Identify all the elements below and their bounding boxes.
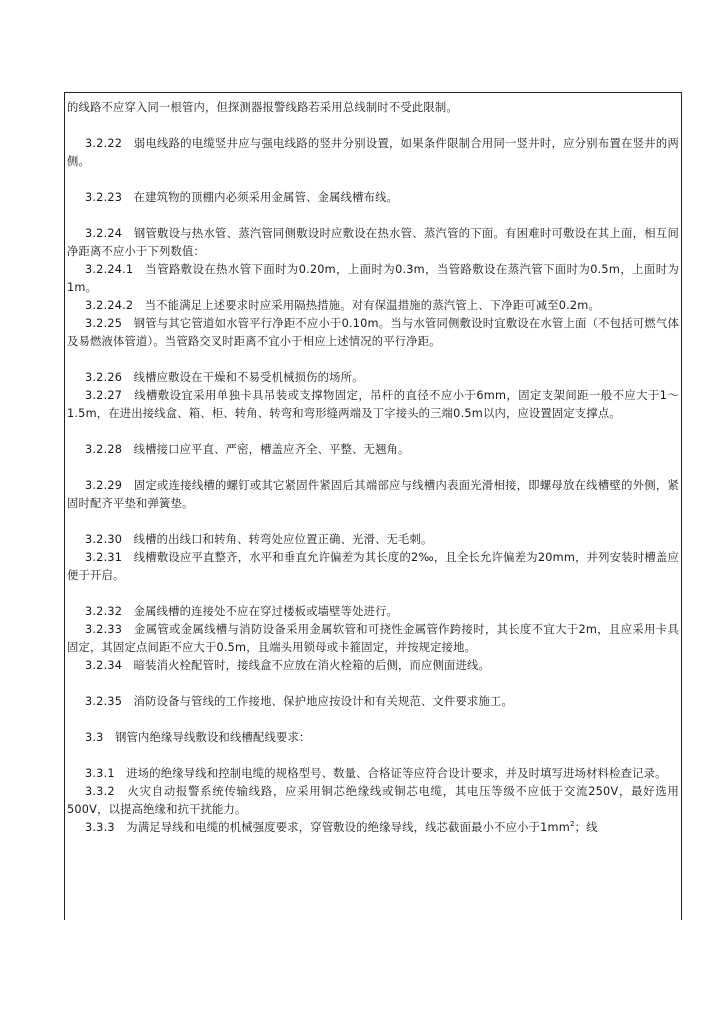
clause-3-2-22: 3.2.22 弱电线路的电缆竖井应与强电线路的竖井分别设置，如果条件限制合用同一竖井时，应分别布置在竖井的两侧。 xyxy=(67,137,679,168)
clause-3-2-25: 3.2.25 钢管与其它管道如水管平行净距不应小于0.10m。当与水管同侧敷设时宜敷设在水管上面（不包括可燃气体及易燃液体管道）。当管路交叉时距离不宜小于相应上述情况的平行净距。 xyxy=(67,317,679,348)
clause-3-3-3-tail: ；线 xyxy=(574,821,598,834)
clause-3-2-31: 3.2.31 线槽敷设应平直整齐，水平和垂直允许偏差为其长度的2‰，且全长允许偏差为20mm，并列安装时槽盖应便于开启。 xyxy=(67,551,679,582)
clause-3-2-24-1: 3.2.24.1 当管路敷设在热水管下面时为0.20m，上面时为0.3m，当管路敷设在蒸汽管下面时为0.5m，上面时为1m。 xyxy=(67,263,679,294)
paragraph-continuation: 的线路不应穿入同一根管内，但探测器报警线路若采用总线制时不受此限制。 xyxy=(67,101,458,114)
section-3-3-heading: 3.3 钢管内绝缘导线敷设和线槽配线要求： xyxy=(85,731,311,744)
clause-3-3-3-text: 3.3.3 为满足导线和电缆的机械强度要求，穿管敷设的绝缘导线，线芯截面最小不应小于1mm xyxy=(85,821,570,834)
superscript-2: 2 xyxy=(569,820,575,829)
document-body xyxy=(67,99,679,837)
clause-3-2-28: 3.2.28 线槽接口应平直、严密，槽盖应齐全、平整、无翘角。 xyxy=(85,443,410,456)
clause-3-2-33: 3.2.33 金属管或金属线槽与消防设备采用金属软管和可挠性金属管作跨接时，其长度不宜大于2m，且应采用卡具固定，其固定点间距不应大于0.5m，且端头用锁母或卡箍固定，并按规定接地。 xyxy=(67,623,679,654)
clause-3-2-23: 3.2.23 在建筑物的顶棚内必须采用金属管、金属线槽布线。 xyxy=(85,191,399,204)
clause-3-2-26: 3.2.26 线槽应敷设在干燥和不易受机械损伤的场所。 xyxy=(85,371,364,384)
clause-3-2-24-2: 3.2.24.2 当不能满足上述要求时应采用隔热措施。对有保温措施的蒸汽管上、下净距可减至0.2m。 xyxy=(85,299,600,312)
clause-3-3-2: 3.3.2 火灾自动报警系统传输线路，应采用铜芯绝缘线或铜芯电缆，其电压等级不应低于交流250V，最好选用500V，以提高绝缘和抗干扰能力。 xyxy=(67,785,679,816)
clause-3-3-3 xyxy=(67,819,679,837)
clause-3-2-24: 3.2.24 钢管敷设与热水管、蒸汽管同侧敷设时应敷设在热水管、蒸汽管的下面。有困难时可敷设在其上面，相互间净距离不应小于下列数值： xyxy=(67,227,679,258)
clause-3-3-1: 3.3.1 进场的绝缘导线和控制电缆的规格型号、数量、合格证等应符合设计要求，并及时填写进场材料检查记录。 xyxy=(85,767,667,780)
clause-3-2-34: 3.2.34 暗装消火栓配管时，接线盒不应放在消火栓箱的后侧，而应侧面进线。 xyxy=(85,659,491,672)
clause-3-2-32: 3.2.32 金属线槽的连接处不应在穿过楼板或墙壁等处进行。 xyxy=(85,605,399,618)
clause-3-2-35: 3.2.35 消防设备与管线的工作接地、保护地应按设计和有关规范、文件要求施工。 xyxy=(85,695,514,708)
clause-3-2-29: 3.2.29 固定或连接线槽的螺钉或其它紧固件紧固后其端部应与线槽内表面光滑相接，即螺母放在线槽壁的外侧，紧固时配齐平垫和弹簧垫。 xyxy=(67,479,679,510)
clause-3-2-27: 3.2.27 线槽敷设宜采用单独卡具吊装或支撑物固定，吊杆的直径不应小于6mm，固定支架间距一般不应大于1～1.5m，在进出接线盒、箱、柜、转角、转弯和弯形缝两端及丁字接头的三端0.5m以内，应设置固定支撑点。 xyxy=(67,389,679,420)
clause-3-2-30: 3.2.30 线槽的出线口和转角、转弯处应位置正确、光滑、无毛刺。 xyxy=(85,533,433,546)
